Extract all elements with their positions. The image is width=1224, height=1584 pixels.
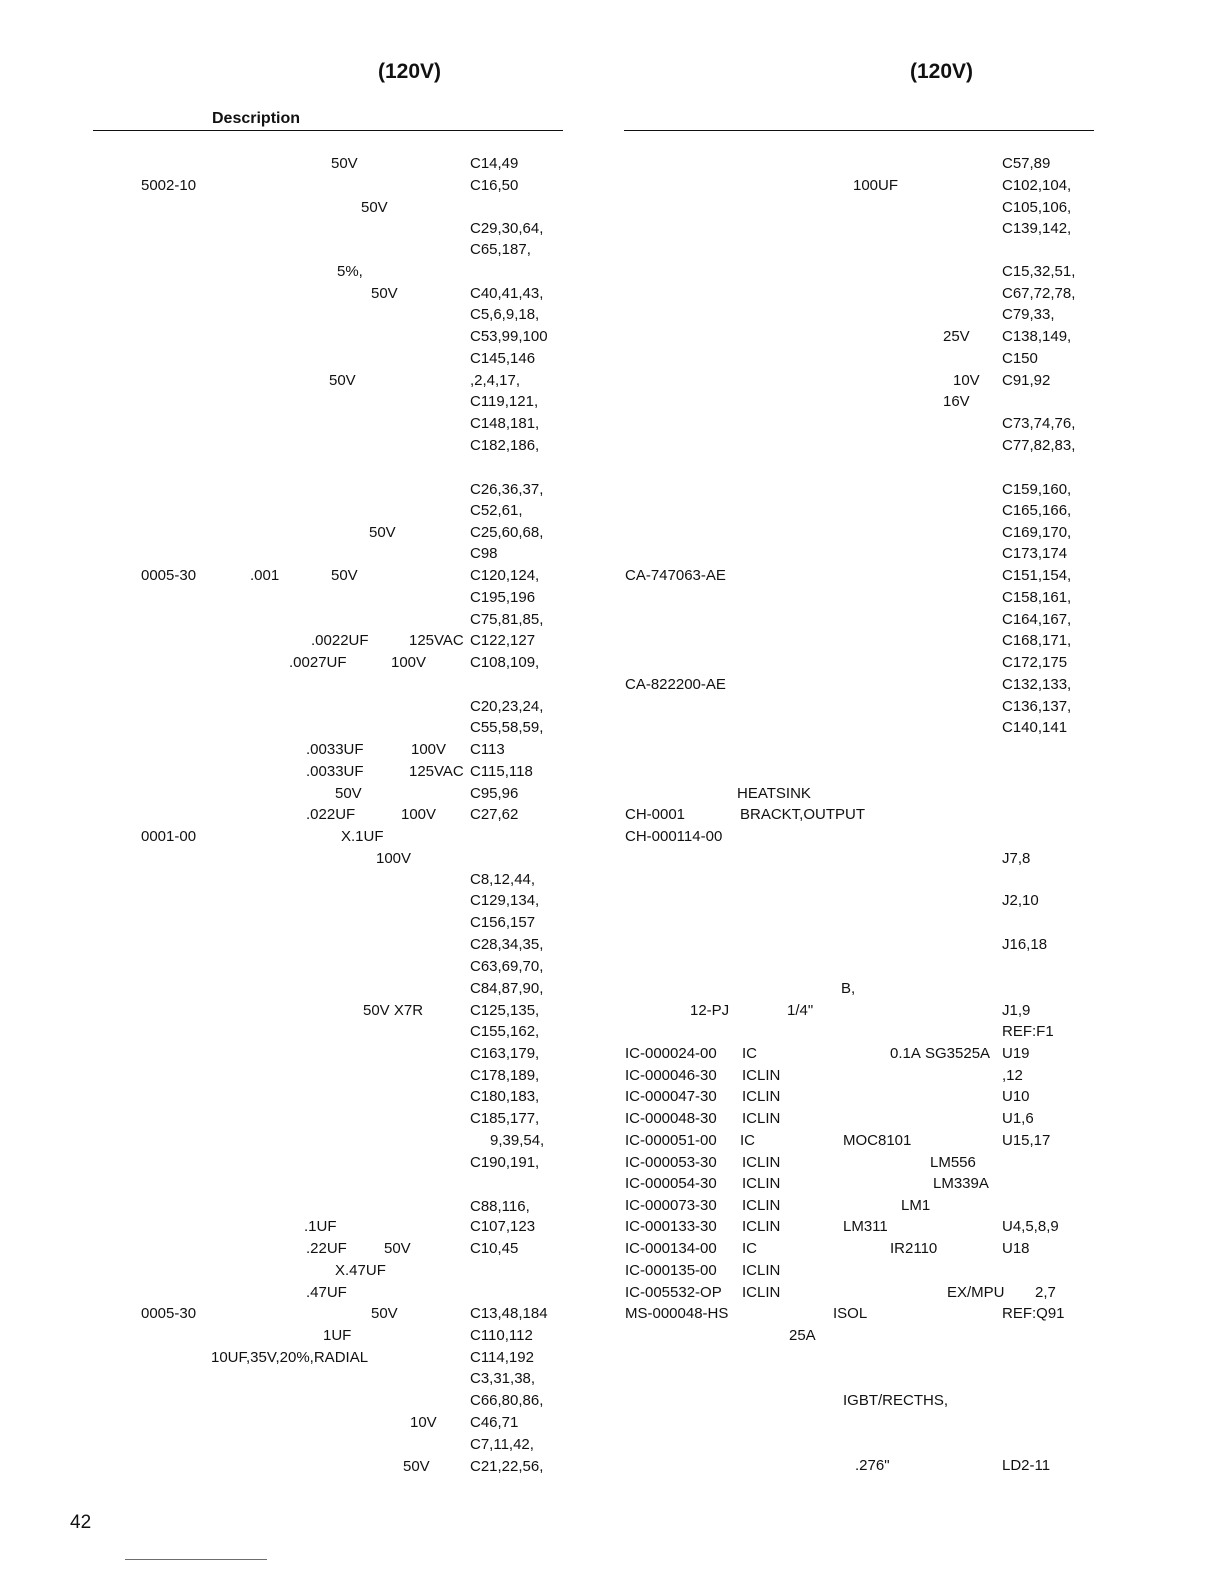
- part-number-cell: IC-000054-30: [625, 1175, 717, 1192]
- reference-cell: C26,36,37,: [470, 481, 544, 498]
- part-number-cell: CA-747063-AE: [625, 567, 726, 584]
- description-column-header: Description: [212, 110, 301, 127]
- rating-cell: 50V: [331, 567, 358, 584]
- reference-cell: J7,8: [1002, 850, 1031, 867]
- rating-cell: 1UF: [323, 1327, 352, 1344]
- reference-cell: C63,69,70,: [470, 958, 544, 975]
- reference-cell: C190,191,: [470, 1154, 540, 1171]
- reference-cell: C79,33,: [1002, 306, 1055, 323]
- value-cell: .1UF: [304, 1218, 337, 1235]
- reference-cell: C46,71: [470, 1414, 519, 1431]
- rating-cell: 50V: [384, 1240, 411, 1257]
- reference-cell: C132,133,: [1002, 676, 1072, 693]
- rating-cell: LM556: [930, 1154, 976, 1171]
- reference-cell: C57,89: [1002, 155, 1051, 172]
- rating-cell: 25V: [943, 328, 970, 345]
- reference-cell: C180,183,: [470, 1088, 540, 1105]
- part-number-cell: IC-005532-OP: [625, 1284, 722, 1301]
- part-number-cell: 0005-30: [141, 1305, 197, 1322]
- reference-cell: C178,189,: [470, 1067, 540, 1084]
- value-cell: .0033UF: [306, 763, 364, 780]
- type-cell: ICLIN: [742, 1262, 781, 1279]
- rating-cell: X.47UF: [335, 1262, 386, 1279]
- reference-cell: C10,45: [470, 1240, 519, 1257]
- reference-cell: U4,5,8,9: [1002, 1218, 1059, 1235]
- reference-cell: C77,82,83,: [1002, 437, 1076, 454]
- reference-cell: C136,137,: [1002, 698, 1072, 715]
- value-cell: .0027UF: [289, 654, 347, 671]
- type-cell: IC: [742, 1240, 757, 1257]
- reference-cell: C53,99,100: [470, 328, 548, 345]
- type-cell: IC: [740, 1132, 755, 1149]
- reference-cell: C107,123: [470, 1218, 536, 1235]
- value-cell: B,: [841, 980, 856, 997]
- reference-cell: C182,186,: [470, 437, 540, 454]
- reference-cell: C159,160,: [1002, 481, 1072, 498]
- reference-cell: C108,109,: [470, 654, 540, 671]
- right-header-title: (120V): [910, 60, 974, 83]
- rating-cell: LM339A: [933, 1175, 989, 1192]
- value-cell: LM311: [843, 1218, 888, 1235]
- value-cell: .0033UF: [306, 741, 364, 758]
- reference-cell: C122,127: [470, 632, 536, 649]
- rating-cell: 125VAC: [409, 632, 464, 649]
- type-cell: IC: [742, 1045, 757, 1062]
- rating-cell: 16V: [943, 393, 970, 410]
- reference-cell: REF:Q91: [1002, 1305, 1065, 1322]
- reference-cell: C150: [1002, 350, 1038, 367]
- part-number-cell: 5002-10: [141, 177, 197, 194]
- rating-cell: 50V: [335, 785, 362, 802]
- type-cell: ICLIN: [742, 1154, 781, 1171]
- reference-cell: C113: [470, 741, 505, 758]
- rating-cell: X.1UF: [341, 828, 384, 845]
- type-cell: ICLIN: [742, 1110, 781, 1127]
- value-cell: 0.1A: [890, 1045, 921, 1062]
- reference-cell: C95,96: [470, 785, 519, 802]
- rating-cell: 10V: [953, 372, 980, 389]
- rating-cell: SG3525A: [925, 1045, 991, 1062]
- reference-cell: C140,141: [1002, 719, 1068, 736]
- value-cell: MOC8101: [843, 1132, 912, 1149]
- value-cell: 10UF,35V,20%,RADIAL: [211, 1349, 369, 1366]
- reference-cell: C164,167,: [1002, 611, 1072, 628]
- value-cell: .022UF: [306, 806, 356, 823]
- reference-cell: C151,154,: [1002, 567, 1072, 584]
- reference-cell: C156,157: [470, 914, 536, 931]
- rating-cell: 50V: [329, 372, 356, 389]
- part-number-cell: IC-000135-00: [625, 1262, 717, 1279]
- reference-cell: C129,134,: [470, 892, 540, 909]
- rating-cell: 100V: [411, 741, 447, 758]
- rating-cell: 100V: [376, 850, 412, 867]
- rating-cell: 125VAC: [409, 763, 464, 780]
- reference-cell: C14,49: [470, 155, 519, 172]
- type-cell: ICLIN: [742, 1067, 781, 1084]
- type-cell: ICLIN: [742, 1197, 781, 1214]
- reference-cell: REF:F1: [1002, 1023, 1054, 1040]
- reference-cell: C3,31,38,: [470, 1370, 536, 1387]
- reference-cell: C65,187,: [470, 241, 531, 258]
- reference-cell: C169,170,: [1002, 524, 1072, 541]
- reference-cell: C91,92: [1002, 372, 1051, 389]
- reference-cell: C195,196: [470, 589, 536, 606]
- reference-cell: C75,81,85,: [470, 611, 544, 628]
- part-number-cell: IC-000053-30: [625, 1154, 717, 1171]
- part-number-cell: IC-000073-30: [625, 1197, 717, 1214]
- reference-cell: C20,23,24,: [470, 698, 544, 715]
- right-header-rule: [624, 130, 1094, 131]
- reference-cell: C7,11,42,: [470, 1436, 534, 1453]
- value-cell: .276": [855, 1457, 890, 1474]
- part-number-cell: CH-0001: [625, 806, 686, 823]
- type-cell: BRACKT,OUTPUT: [740, 806, 866, 823]
- rating-cell: 10V: [410, 1414, 437, 1431]
- rating-cell: 50V: [369, 524, 396, 541]
- value-cell: 100UF: [853, 177, 899, 194]
- reference-cell: C158,161,: [1002, 589, 1072, 606]
- rating-cell: 5%,: [337, 263, 363, 280]
- reference-cell: U10: [1002, 1088, 1030, 1105]
- value-cell: 25A: [789, 1327, 816, 1344]
- part-number-cell: IC-000047-30: [625, 1088, 717, 1105]
- value-cell: IGBT/RECTHS,: [843, 1392, 949, 1409]
- reference-cell: J16,18: [1002, 936, 1048, 953]
- reference-cell: C138,149,: [1002, 328, 1072, 345]
- reference-cell: J2,10: [1002, 892, 1039, 909]
- left-header-title: (120V): [378, 60, 442, 83]
- type-cell: ICLIN: [742, 1218, 781, 1235]
- reference-cell: C73,74,76,: [1002, 415, 1076, 432]
- reference-cell: C172,175: [1002, 654, 1068, 671]
- reference-cell: C115,118: [470, 763, 533, 780]
- value-cell: .22UF: [306, 1240, 347, 1257]
- type-cell: HEATSINK: [737, 785, 811, 802]
- part-number-cell: MS-000048-HS: [625, 1305, 729, 1322]
- part-number-cell: IC-000024-00: [625, 1045, 717, 1062]
- type-cell: ICLIN: [742, 1175, 781, 1192]
- rating-cell: LM1: [901, 1197, 931, 1214]
- reference-cell: C5,6,9,18,: [470, 306, 540, 323]
- rating-cell: 50V X7R: [363, 1002, 424, 1019]
- reference-cell: C114,192: [470, 1349, 534, 1366]
- value-cell: ISOL: [833, 1305, 868, 1322]
- reference-cell: 9,39,54,: [490, 1132, 545, 1149]
- reference-cell: U1,6: [1002, 1110, 1034, 1127]
- rating-cell: 100V: [391, 654, 427, 671]
- reference-cell: C102,104,: [1002, 177, 1072, 194]
- reference-cell: ,12: [1002, 1067, 1023, 1084]
- part-number-cell: IC-000046-30: [625, 1067, 717, 1084]
- rating-cell: 100V: [401, 806, 437, 823]
- type-cell: ICLIN: [742, 1088, 781, 1105]
- reference-cell: C139,142,: [1002, 220, 1072, 237]
- value-cell: .0022UF: [311, 632, 369, 649]
- reference-cell: C52,61,: [470, 502, 523, 519]
- reference-cell: U19: [1002, 1045, 1030, 1062]
- reference-cell: C148,181,: [470, 415, 540, 432]
- reference-cell: C110,112: [470, 1327, 533, 1344]
- part-number-cell: CA-822200-AE: [625, 676, 726, 693]
- part-number-cell: CH-000114-00: [625, 828, 723, 845]
- reference-cell: C84,87,90,: [470, 980, 544, 997]
- reference-cell: U15,17: [1002, 1132, 1051, 1149]
- reference-cell: C16,50: [470, 177, 519, 194]
- rating-cell: IR2110: [890, 1240, 938, 1257]
- reference-cell: C125,135,: [470, 1002, 540, 1019]
- value-cell: .001: [250, 567, 280, 584]
- part-number-cell: IC-000048-30: [625, 1110, 717, 1127]
- part-number-cell: 0005-30: [141, 567, 197, 584]
- reference-cell: C145,146: [470, 350, 536, 367]
- reference-cell: C55,58,59,: [470, 719, 544, 736]
- reference-cell: C15,32,51,: [1002, 263, 1076, 280]
- type-cell: ICLIN: [742, 1284, 781, 1301]
- bottom-link-rule: [125, 1559, 267, 1560]
- reference-cell: ,2,4,17,: [470, 372, 521, 389]
- reference-cell: J1,9: [1002, 1002, 1031, 1019]
- reference-cell: C67,72,78,: [1002, 285, 1076, 302]
- reference-cell: C165,166,: [1002, 502, 1072, 519]
- reference-cell: C185,177,: [470, 1110, 540, 1127]
- reference-cell: C21,22,56,: [470, 1458, 544, 1475]
- value-cell: 1/4": [787, 1002, 814, 1019]
- rating-cell: EX/MPU: [947, 1284, 1005, 1301]
- reference-cell: C29,30,64,: [470, 220, 544, 237]
- part-number-cell: 0001-00: [141, 828, 197, 845]
- reference-cell: C88,116,: [470, 1198, 530, 1215]
- reference-cell: C98: [470, 545, 498, 562]
- reference-cell: U18: [1002, 1240, 1030, 1257]
- part-number-cell: IC-000134-00: [625, 1240, 717, 1257]
- value-cell: .47UF: [306, 1284, 347, 1301]
- rating-cell: 50V: [331, 155, 358, 172]
- reference-cell: C119,121,: [470, 393, 539, 410]
- type-cell: 12-PJ: [690, 1002, 730, 1019]
- left-header-rule: [93, 130, 563, 131]
- reference-cell: C163,179,: [470, 1045, 540, 1062]
- reference-cell: C40,41,43,: [470, 285, 544, 302]
- rating-cell: 50V: [371, 285, 398, 302]
- reference-cell: C105,106,: [1002, 199, 1072, 216]
- reference-cell: C13,48,184: [470, 1305, 548, 1322]
- reference-cell: C28,34,35,: [470, 936, 544, 953]
- reference-cell: C27,62: [470, 806, 519, 823]
- reference-cell: C8,12,44,: [470, 871, 536, 888]
- page-number: 42: [70, 1512, 92, 1533]
- reference-cell: 2,7: [1035, 1284, 1056, 1301]
- reference-cell: C173,174: [1002, 545, 1068, 562]
- reference-cell: C25,60,68,: [470, 524, 544, 541]
- part-number-cell: IC-000051-00: [625, 1132, 717, 1149]
- reference-cell: LD2-11: [1002, 1457, 1051, 1474]
- rating-cell: 50V: [361, 199, 388, 216]
- reference-cell: C120,124,: [470, 567, 540, 584]
- rating-cell: 50V: [371, 1305, 398, 1322]
- reference-cell: C155,162,: [470, 1023, 540, 1040]
- rating-cell: 50V: [403, 1458, 430, 1475]
- reference-cell: C66,80,86,: [470, 1392, 544, 1409]
- reference-cell: C168,171,: [1002, 632, 1072, 649]
- part-number-cell: IC-000133-30: [625, 1218, 717, 1235]
